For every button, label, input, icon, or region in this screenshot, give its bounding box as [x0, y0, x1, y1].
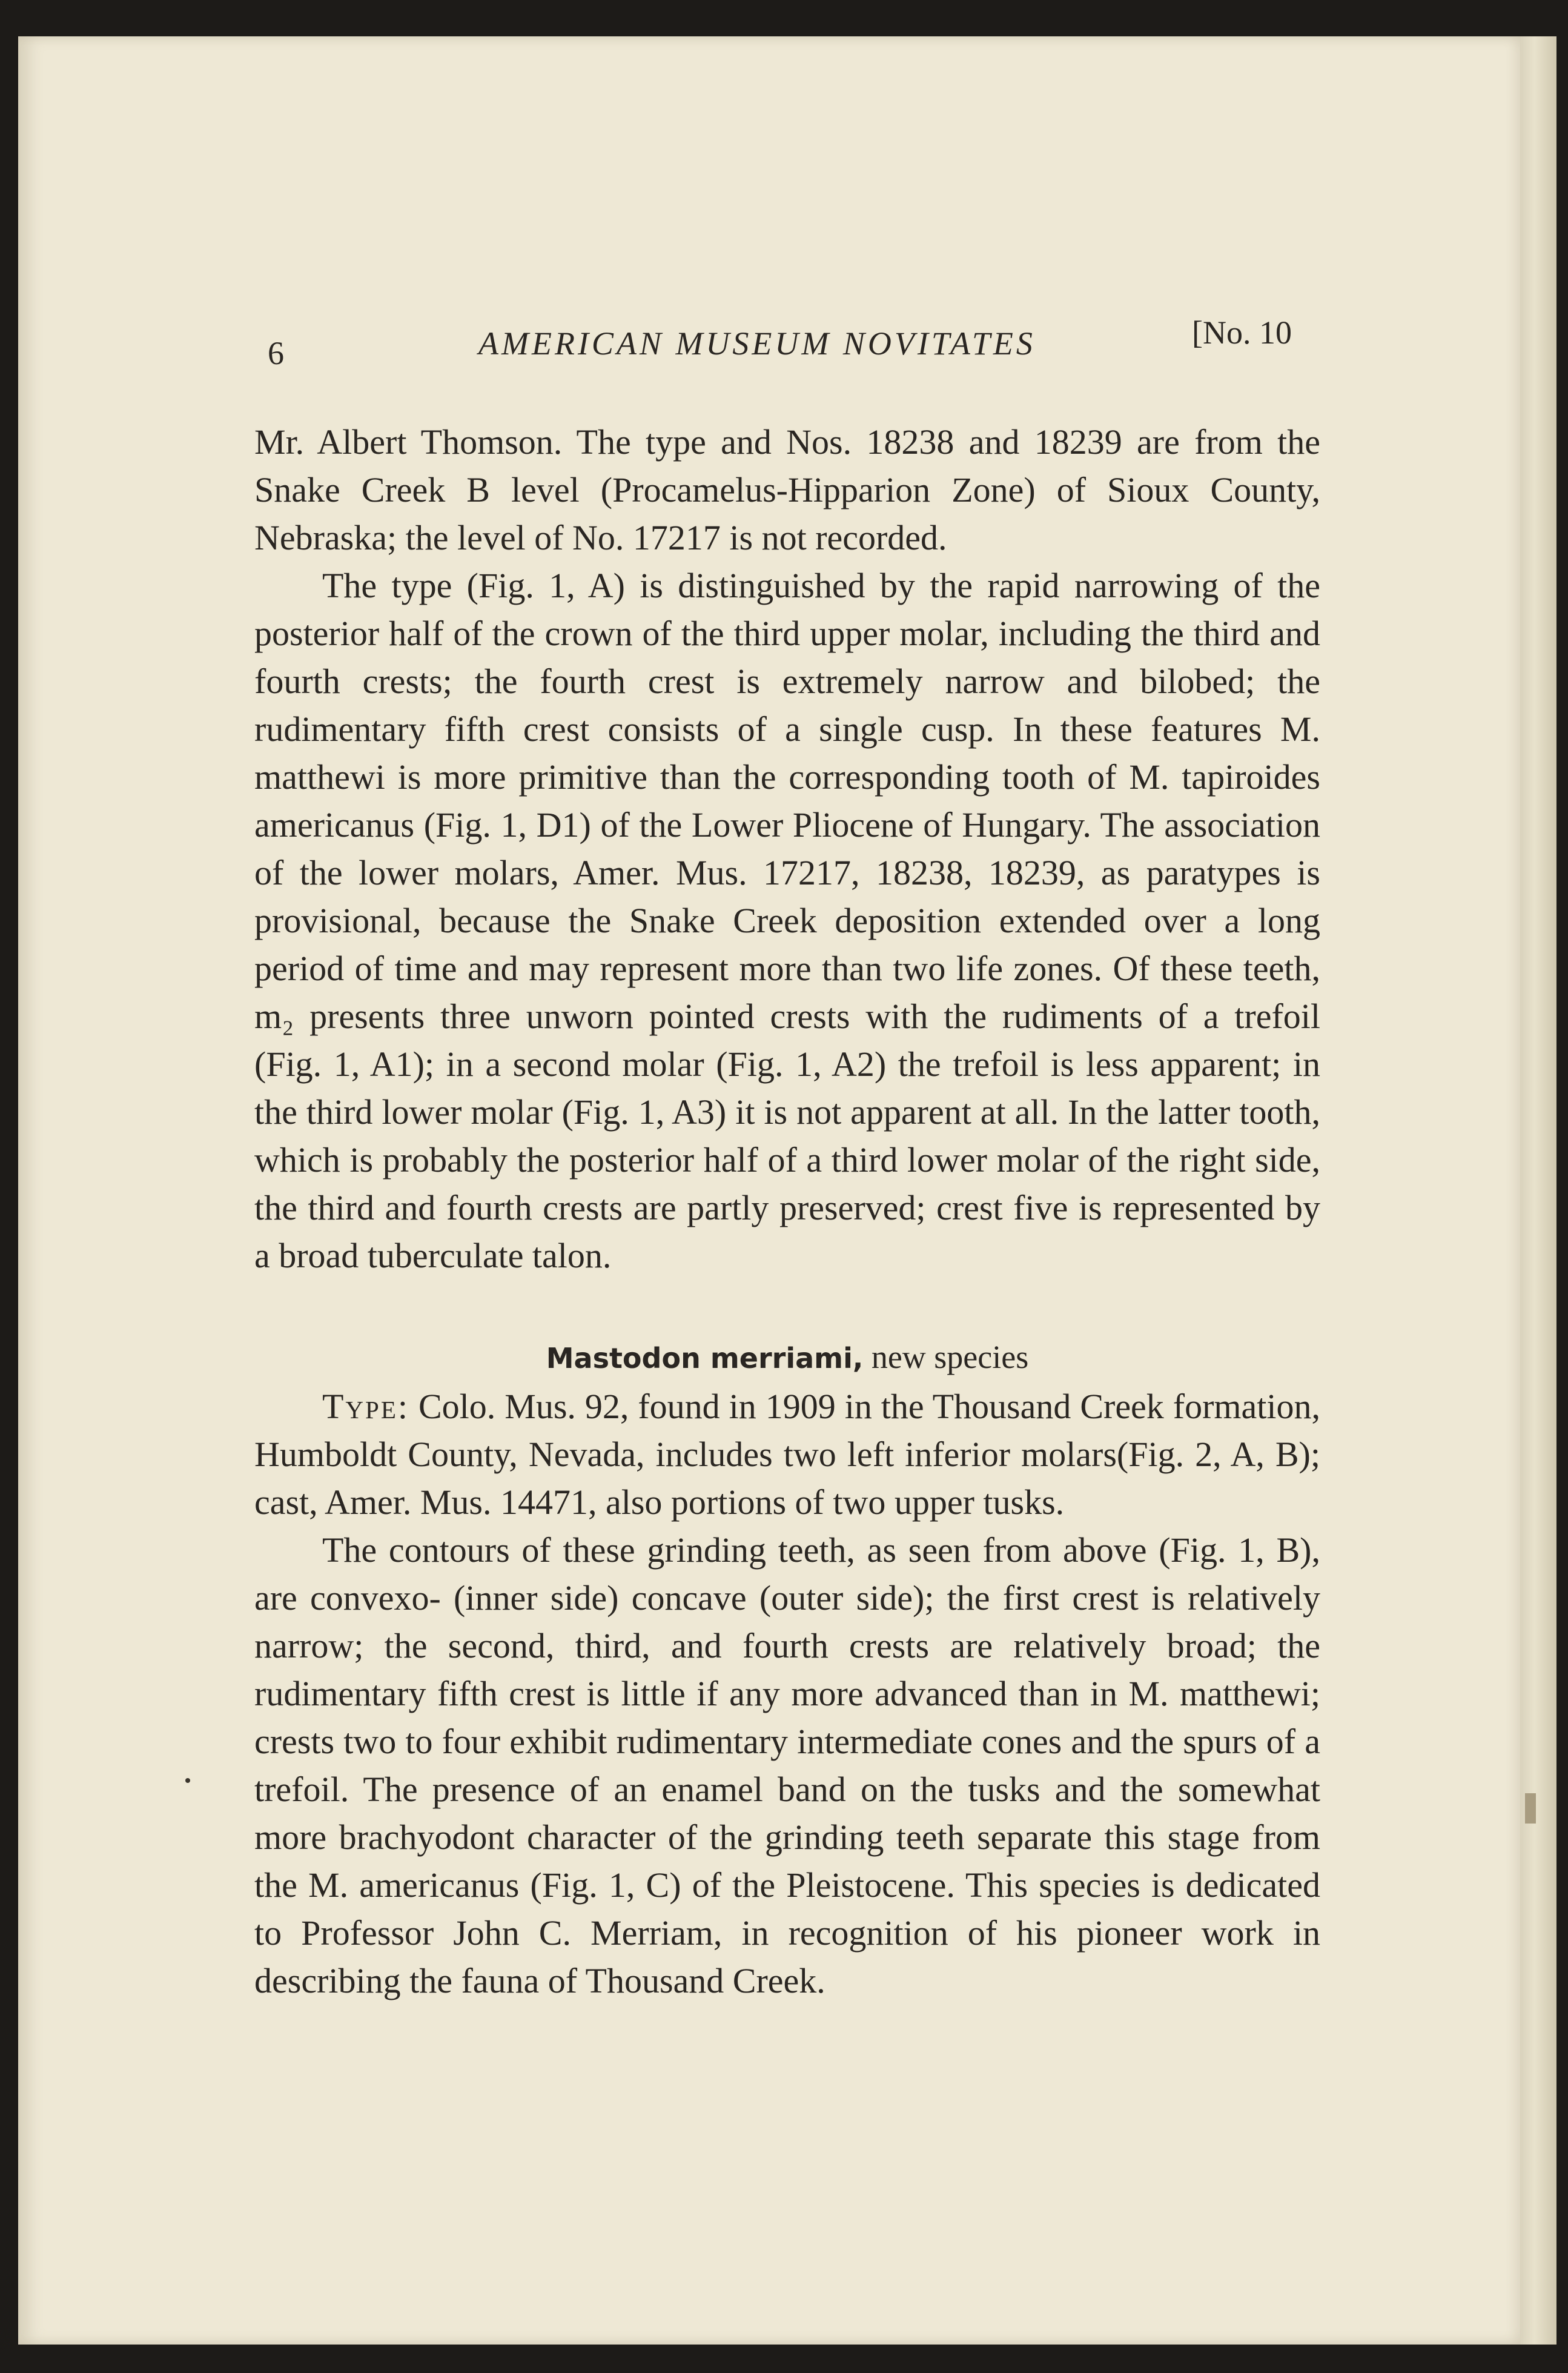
paragraph-thomson: Mr. Albert Thomson. The type and Nos. 18238 and 18239 are from the Snake Creek B level (Procamelus-Hipparion Zone) of Sioux County, Nebraska; the level of No. 17217 is not recorded.	[254, 422, 1320, 557]
paragraph-type-description: The type (Fig. 1, A) is distinguished by the rapid narrowing of the posterior half of the crown of the third upper molar, including the third and fourth crests; the fourth crest is extremely narrow and bilobed; the rudimentary fifth crest consists of a single cusp. In these features M. matthewi is more primitive than the corresponding tooth of M. tapiroides americanus (Fig. 1, D1) of the Lower Pliocene of Hungary. The association of the lower molars, Amer. Mus. 17217, 18238, 18239, as paratypes is provisional, because the Snake Creek deposition extended over a long period of time and may represent more than two life zones. Of these teeth, m₂ presents three unworn pointed crests with the rudiments of a trefoil (Fig. 1, A1); in a second molar (Fig. 1, A2) the trefoil is less apparent; in the third lower molar (Fig. 1, A3) it is not apparent at all. In the latter tooth, which is probably the posterior half of a third lower molar of the right side, the third and fourth crests are partly preserved; crest five is represented by a broad tuberculate talon.	[254, 566, 1320, 1275]
type-text: Colo. Mus. 92, found in 1909 in the Thousand Creek formation, Humboldt County, Nevada, includes two left inferior molars(Fig. 2, A, B); cast, Amer. Mus. 14471, also portions of two upper tusks.	[254, 1387, 1320, 1522]
journal-title: AMERICAN MUSEUM NOVITATES	[478, 325, 1036, 362]
page-content	[254, 267, 1320, 2005]
paragraph-contours: The contours of these grinding teeth, as seen from above (Fig. 1, B), are convexo- (inner side) concave (outer side); the first crest is relatively narrow; the second, third, and fourth crests are relatively broad; the rudimentary fifth crest is little if any more advanced than in M. matthewi; crests two to four exhibit rudimentary intermediate cones and the spurs of a trefoil. The presence of an enamel band on the tusks and the somewhat more brachyodont character of the grinding teeth separate this stage from the M. americanus (Fig. 1, C) of the Pleistocene. This species is dedicated to Professor John C. Merriam, in recognition of his pioneer work in describing the fauna of Thousand Creek.	[254, 1530, 1320, 2000]
page-number: 6	[268, 335, 284, 371]
body-text	[254, 418, 1320, 2005]
species-name: Mastodon merriami,	[546, 1342, 864, 1375]
paragraph-type-specimen	[254, 1382, 1320, 1526]
species-status: new species	[871, 1339, 1029, 1375]
page-edge	[1520, 36, 1556, 2345]
ink-dot	[185, 1778, 190, 1783]
page-tab-mark	[1525, 1793, 1536, 1824]
running-head	[254, 267, 1320, 371]
species-heading	[254, 1333, 1320, 1382]
type-label: Type:	[322, 1387, 409, 1426]
issue-number: [No. 10	[1192, 314, 1292, 351]
